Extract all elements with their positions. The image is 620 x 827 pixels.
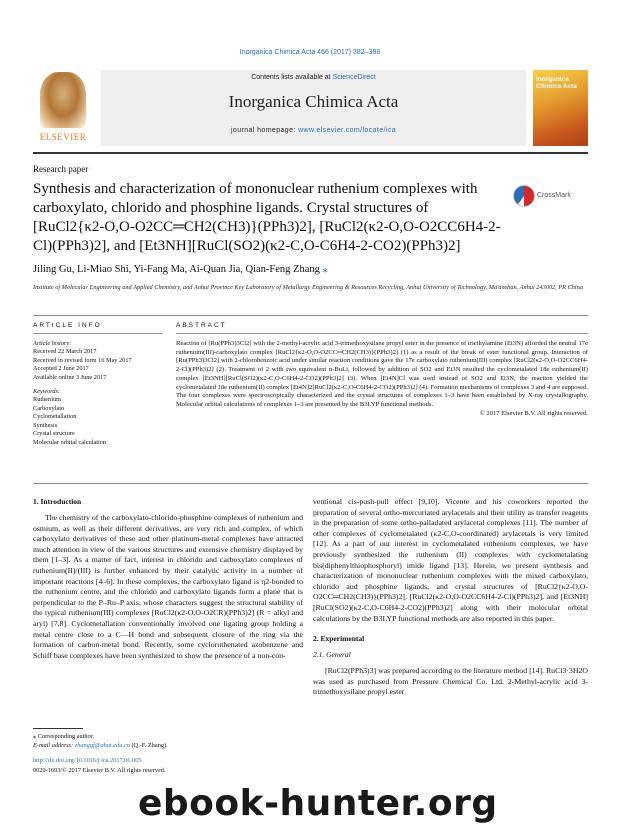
elsevier-logo (33, 72, 93, 144)
history-item: Available online 3 June 2017 (33, 373, 107, 381)
keyword: Ruthenium (33, 396, 61, 403)
abstract-text: Reaction of [Ru(PPh3)3Cl2] with the 2-methyl-acrylic acid 3-trimethoxysilane propyl ester in the presence of triethylamine (Et3N) afforded the neutral 17e ruthenium(III)-carboxylato complex [RuCl2{κ2-O,O-O2CC═CH2(CH3)}(PPh3)2] (1) as a result of the break of ester functional group. Interaction of [Ru(PPh3)3Cl2] with 2-chlorobenzoic acid under similar reaction conditions gave the 17e carboxylato ruthenium(III) complex [RuCl2(κ2-O,O-O2CC6H4-2-Cl)(PPh3)2] (2). Treatment of 2 with two equivalent n-BuLi, followed by addition of SO2 and Et3N resulted the cyclometalated 18e ruthenium(II) complex [Et3NH][RuCl(SO2)(κ2-C,O-C6H4-2-CO2)(PPh3)2] (3). When [Et4N]Cl was used instead of SO2 and Et3N, the reaction yielded the cyclometalated 18e ruthenium(II) complex [Et4N]2[RuCl2(κ2-C,O-C6H4-2-CO2)(PPh3)2] (4). Formation mechanisms of complexes 3 and 4 are supposed. The four complexes were spectroscopically characterized and the crystal structures of complexes 1–3 have been established by X-ray crystallography. Molecular orbital calculations of complexes 1–3 are presented by the B3LYP functional methods. (176, 340, 588, 408)
history-item: Accepted 2 June 2017 (33, 365, 89, 372)
abstract-copyright: © 2017 Elsevier B.V. All rights reserved. (479, 409, 588, 417)
author-names: Jiling Gu, Li-Miao Shi, Yi-Fang Ma, Ai-Quan Jia, Qian-Feng Zhang (33, 264, 320, 275)
section-heading-introduction: 1. Introduction (33, 497, 82, 506)
email-note (33, 742, 168, 749)
watermark: ebook-hunter.org (138, 783, 498, 824)
body-column-right (313, 497, 588, 698)
keyword: Synthesis (33, 421, 58, 429)
keyword: Carboxylato (33, 404, 65, 412)
introduction-paragraph-continued: ventional cis-push-pull effect [9,10]. Vicente and his coworkers reported the preparation of several ortho-mercuriated arylacetals and their utility as transfer reagents in the preparation of some ortho-palladated arylacetal complexes [11]. The number of other complexes of cyclometalated (κ2-C,O-coordinated) arylacetals is very limited [12]. As a part of our interest in cyclometalated ruthenium complexes, we have previously synthesized the ruthenium (II) complexes with cyclometalating bis(diphenylthiophosphoryl) imide ligand [13]. Herein, we present synthesis and characterization of mononuclear ruthenium complexes with the mixed carboxylato, chlorido and phosphine ligands, and crystal structures of [RuCl2{κ2-O,O-O2CC═CH2(CH3)}(PPh3)2], [RuCl2(κ2-O,O-O2CC6H4-2-Cl)(PPh3)2], and [Et3NH][RuCl(SO2)(κ2-C,O-C6H4-2-CO2)(PPh3)2] along with their molecular orbital calculations by the B3LYP functional methods are also reported in this paper. (313, 497, 588, 623)
doi-link[interactable]: http://dx.doi.org/10.1016/j.ica.2017.06.005 (33, 757, 142, 764)
article-type: Research paper (33, 164, 89, 174)
journal-reference[interactable]: Inorganica Chimica Acta 466 (2017) 382–388 (239, 49, 381, 56)
homepage-url-link[interactable]: www.elsevier.com/locate/ica (298, 127, 397, 134)
subsection-heading-general: 2.1. General (313, 650, 351, 660)
keywords-label: Keywords: (33, 388, 61, 395)
journal-banner (101, 70, 526, 146)
article-title: Synthesis and characterization of mononuclear ruthenium complexes with carboxylato, chlorido and phosphine ligands. Crystal structures of [RuCl2{κ2-O,O-O2CC═CH2(CH3)}(PPh3)2], [RuCl2(κ2-O,O-O2CC6H4-2-Cl)(PPh3)2], and [Et3NH][RuCl(SO2)(κ2-C,O-C6H4-2-CO2)(PPh3)2] (33, 181, 501, 254)
abstract-heading: ABSTRACT (176, 322, 227, 329)
abstract-rule (176, 333, 588, 334)
abstract-divider (33, 483, 588, 484)
crossmark-label: CrossMark (537, 192, 571, 199)
author-list (33, 263, 588, 275)
history-item: Received 22 March 2017 (33, 348, 97, 355)
corresponding-author-note: ⁎ Corresponding author. (33, 733, 95, 740)
keyword: Crystal structure (33, 430, 75, 437)
affiliation-divider (33, 315, 588, 316)
crossmark-badge[interactable] (513, 185, 588, 209)
body-column-left (33, 497, 303, 661)
journal-cover-thumbnail (533, 70, 588, 146)
masthead (33, 70, 588, 152)
cover-title: Inorganica Chimica Acta (536, 76, 577, 91)
keyword: Molecular orbital calculation (33, 438, 107, 446)
header-divider (33, 152, 588, 154)
journal-homepage (101, 127, 526, 134)
email-link[interactable]: zhangqf@ahut.edu.cn (74, 742, 130, 749)
article-info-heading: ARTICLE INFO (33, 322, 102, 329)
email-label: E-mail address: (33, 742, 75, 749)
history-label: Article history: (33, 340, 72, 347)
article-info-rule (33, 333, 163, 334)
journal-title: Inorganica Chimica Acta (228, 92, 399, 111)
footnote-divider (33, 728, 83, 729)
keyword: Cyclometallation (33, 413, 77, 420)
issn-line: 0020-1693/© 2017 Elsevier B.V. All rights reserved. (33, 767, 166, 774)
homepage-prefix: journal homepage: (230, 127, 299, 134)
history-item: Received in revised form 16 May 2017 (33, 356, 132, 364)
corresponding-author-mark[interactable]: ⁎ (322, 264, 328, 275)
general-paragraph: [RuCl2(PPh3)3] was prepared according to the literature method [14]. RuCl3·3H2O was used as purchased from Pressure Chemical Co. Ltd. 2-Methyl-acrylic acid 3-trimethoxysilane propyl ester (313, 666, 588, 697)
elsevier-tree-icon (40, 72, 86, 128)
abstract (176, 322, 588, 417)
sciencedirect-link[interactable]: ScienceDirect (332, 74, 376, 81)
affiliation: Institute of Molecular Engineering and Applied Chemistry, and Anhui Province Key Laboratory of Metallurgy Engineering & Resources Recycling, Anhui University of Technology, Ma'anshan, Anhui 243002, PR China (33, 284, 583, 291)
section-heading-experimental: 2. Experimental (313, 634, 365, 644)
contents-line (101, 74, 526, 81)
email-suffix: (Q.-F. Zhang). (129, 742, 168, 749)
crossmark-icon (513, 185, 535, 207)
introduction-paragraph: The chemistry of the carboxylato-chlorido-phosphine complexes of ruthenium and osmium, as well as their different derivatives, are very rich and complex, of which carboxylato derivatives of these and other platinum-metal complexes have attracted much attention in view of the various structures and extensive chemistry displayed by them [1–3]. As a matter of fact, interest in chlorido and carboxylato complexes of ruthenium(II)/(III) is further enhanced by their catalytic activity in a number of important reactions [4–6]. In these complexes, the carboxylato ligand is η2-bonded to the ruthenium centre, and the chlorido and carboxylato ligands form a plane that is perpendicular to the P–Ru–P axis, whose characters suggest the structural stability of the typical ruthenium(III) complexes [RuCl2(κ2-O,O-O2CR)(PPh3)2] (R = alkyl and aryl) [7,8]. Cyclometallation conventionally involved one ligating group holding a metal centre close to a C—H bond and subsequent closure of the ring via the formation of carbon-metal bond. Recently, some cycloruthenated azobenzene and Schiff base complexes have been synthesized to show the presence of a non-con- (33, 513, 303, 660)
elsevier-wordmark: ELSEVIER (39, 132, 87, 142)
contents-prefix: Contents lists available at (251, 74, 333, 81)
article-info (33, 322, 163, 447)
